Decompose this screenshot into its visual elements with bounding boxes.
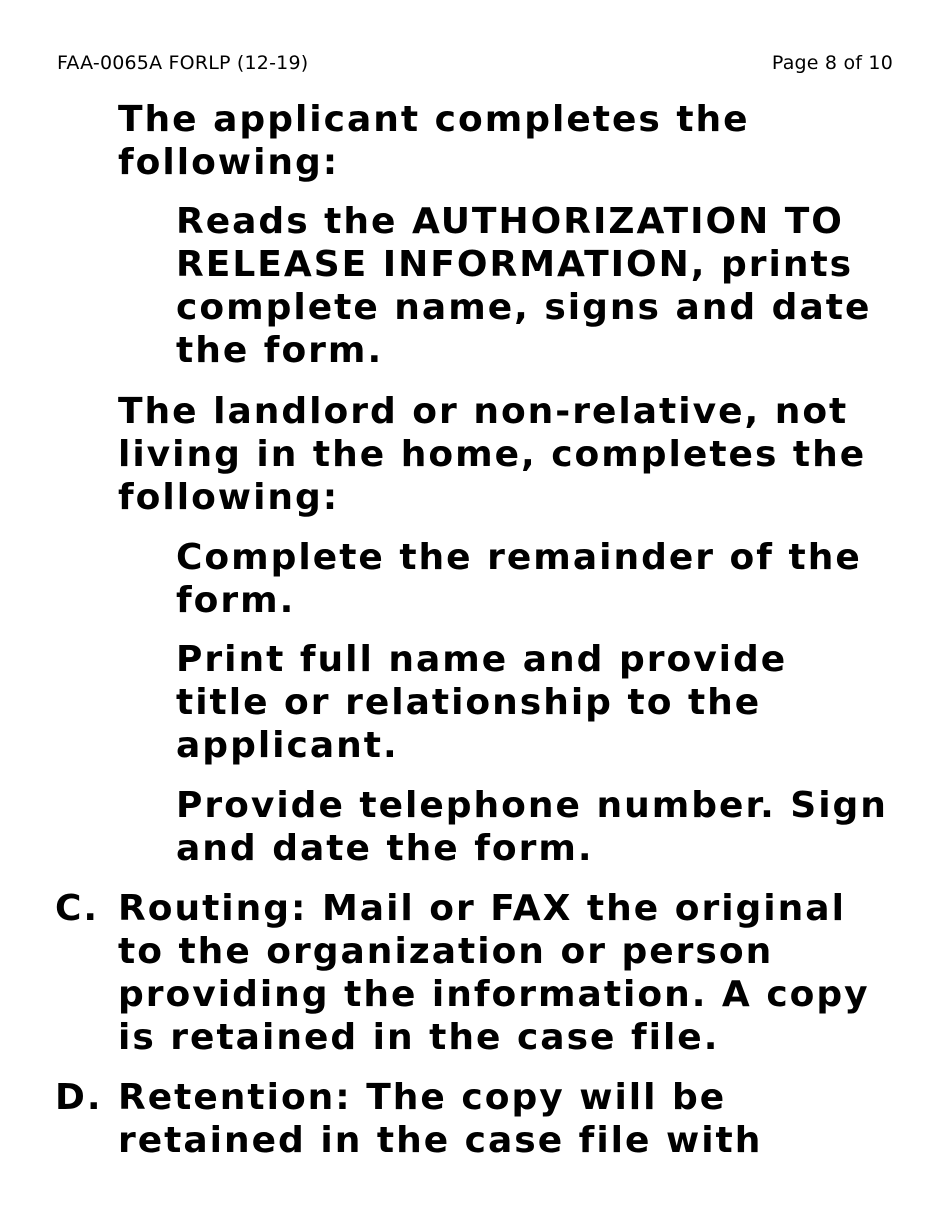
landlord-intro (118, 390, 866, 519)
landlord-step-3 (176, 784, 888, 870)
text-line: is retained in the case file. (118, 1017, 720, 1058)
item-letter: C. (55, 888, 100, 929)
text-line: C. Routing: Mail or FAX the original (55, 888, 846, 929)
applicant-intro (118, 98, 750, 184)
text-line: following: (118, 142, 340, 183)
text-line: retained in the case file with (118, 1120, 763, 1161)
text-line: living in the home, completes the (118, 434, 867, 475)
text-line: providing the information. A copy (118, 974, 870, 1015)
text-line: D. Retention: The copy will be (55, 1077, 727, 1118)
applicant-step (176, 200, 871, 372)
text-line: the form. (176, 330, 384, 371)
text-line: applicant. (176, 725, 399, 766)
landlord-step-2 (176, 638, 787, 767)
text-line: RELEASE INFORMATION, prints (176, 244, 854, 285)
text-line: The applicant completes the (118, 99, 750, 140)
item-d-retention (55, 1076, 762, 1162)
item-letter: D. (55, 1077, 103, 1118)
text-line: complete name, signs and date (176, 287, 872, 328)
text-line: title or relationship to the (176, 682, 762, 723)
text-line: to the organization or person (118, 931, 774, 972)
text-line: form. (176, 580, 296, 621)
text-line: following: (118, 477, 340, 518)
text-line: The landlord or non-relative, not (118, 391, 849, 432)
text-line: and date the form. (176, 828, 594, 869)
text-line: Complete the remainder of the (176, 537, 862, 578)
landlord-step-1 (176, 536, 862, 622)
item-c-routing (55, 887, 870, 1059)
text-line: Reads the AUTHORIZATION TO (176, 201, 844, 242)
form-id: FAA-0065A FORLP (12-19) (57, 52, 309, 74)
text-line: Provide telephone number. Sign (176, 785, 888, 826)
page-header (57, 52, 893, 78)
text-line: Print full name and provide (176, 639, 788, 680)
page-number: Page 8 of 10 (771, 52, 893, 74)
